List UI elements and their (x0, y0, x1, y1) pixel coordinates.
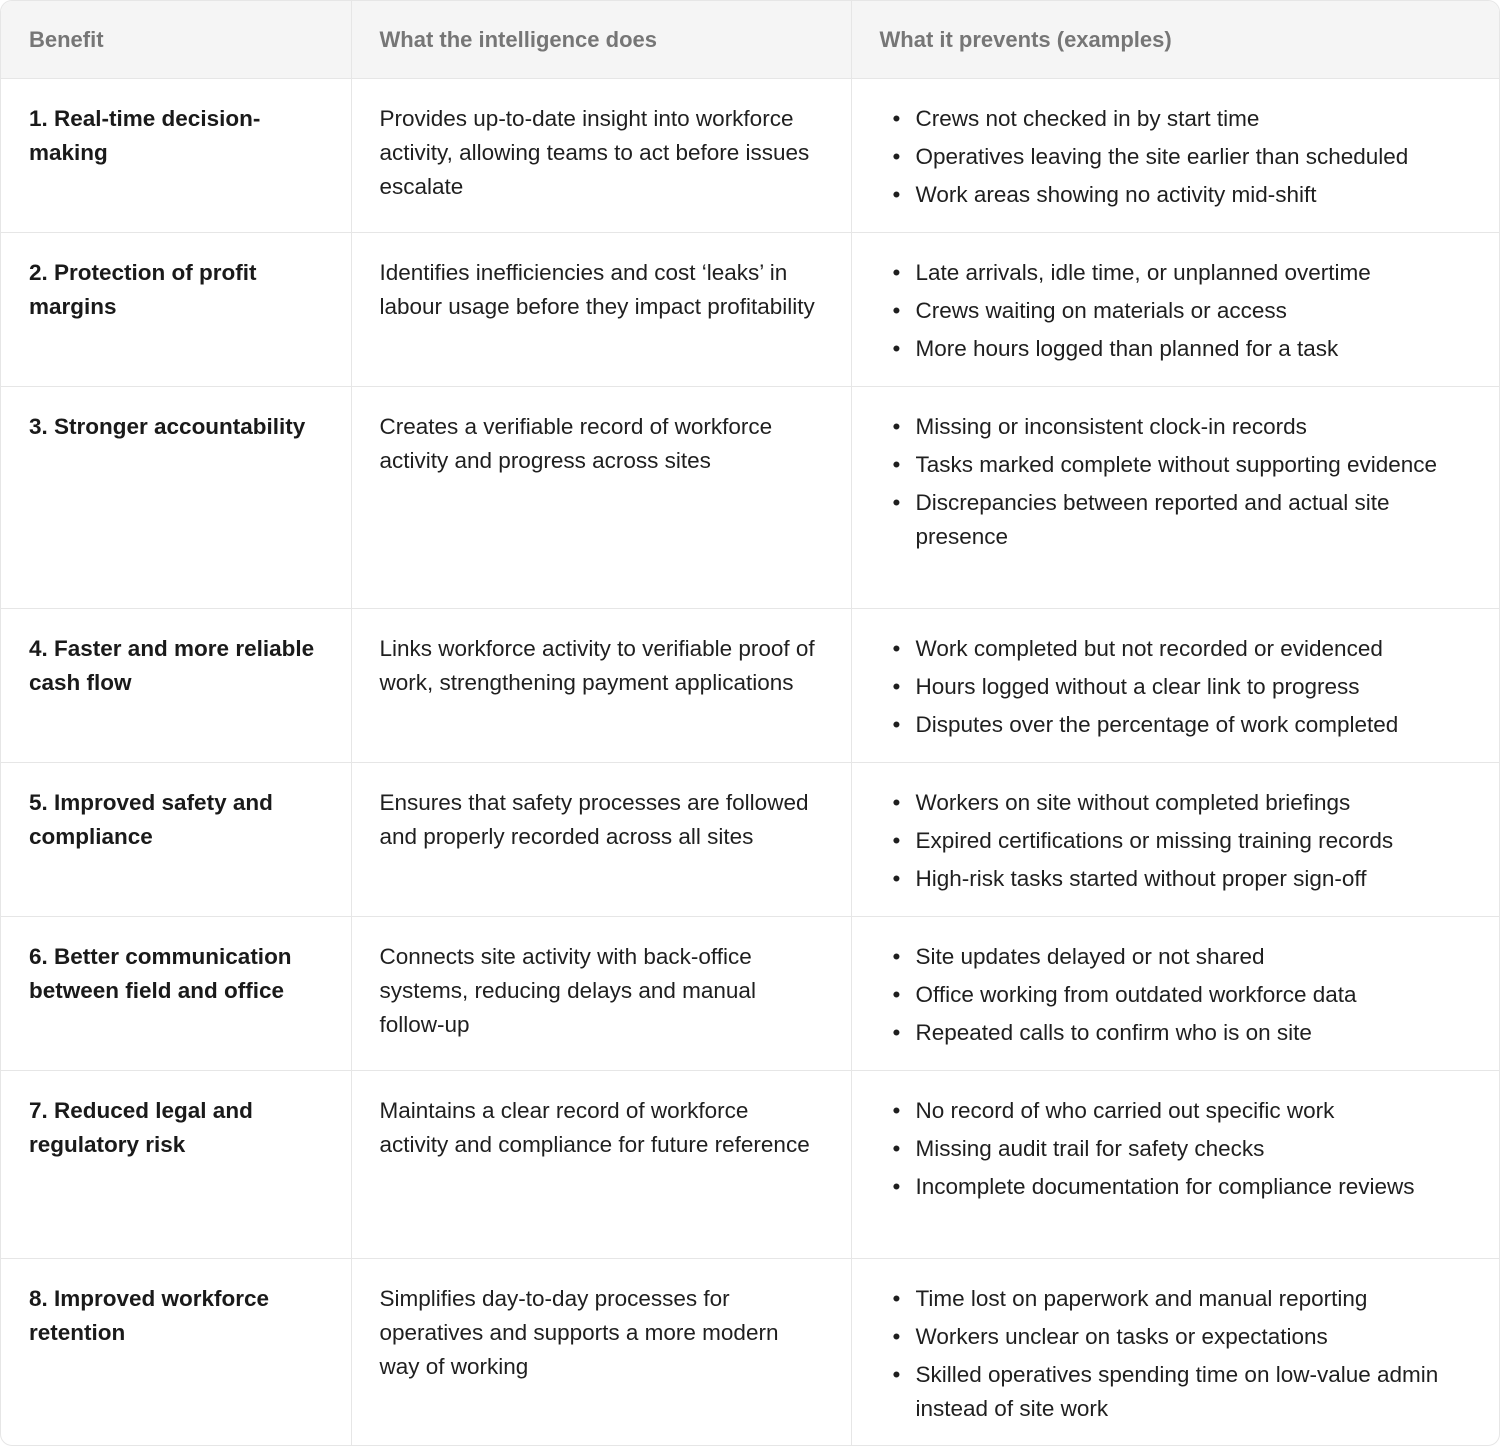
prevents-cell (851, 387, 1499, 609)
prevents-text: Expired certifications or missing training records (915, 828, 1394, 853)
prevents-text: Missing audit trail for safety checks (915, 1136, 1265, 1161)
benefit-cell: 4. Faster and more reliable cash flow (1, 609, 351, 763)
prevents-cell (851, 79, 1499, 233)
prevents-list-item (880, 708, 1472, 742)
bullet-icon: • (892, 1362, 901, 1387)
prevents-cell (851, 1071, 1499, 1259)
benefit-cell: 3. Stronger accountability (1, 387, 351, 609)
prevents-text: Site updates delayed or not shared (915, 944, 1265, 969)
prevents-list-item (880, 140, 1472, 174)
benefit-cell: 6. Better communication between field and office (1, 917, 351, 1071)
description-cell: Simplifies day-to-day processes for operatives and supports a more modern way of working (351, 1259, 851, 1446)
prevents-text: Time lost on paperwork and manual reporting (915, 1286, 1368, 1311)
prevents-text: Office working from outdated workforce data (915, 982, 1357, 1007)
description-cell: Connects site activity with back-office systems, reducing delays and manual follow-up (351, 917, 851, 1071)
prevents-text: Hours logged without a clear link to progress (915, 674, 1360, 699)
prevents-cell (851, 233, 1499, 387)
prevents-list (880, 940, 1472, 1050)
prevents-cell (851, 763, 1499, 917)
prevents-list (880, 256, 1472, 366)
bullet-icon: • (892, 982, 901, 1007)
prevents-text: No record of who carried out specific work (915, 1098, 1335, 1123)
prevents-cell (851, 609, 1499, 763)
prevents-list-item (880, 332, 1472, 366)
prevents-text: Work areas showing no activity mid-shift (915, 182, 1317, 207)
prevents-list-item (880, 1132, 1472, 1166)
prevents-text: Late arrivals, idle time, or unplanned overtime (915, 260, 1371, 285)
bullet-icon: • (892, 414, 901, 439)
bullet-icon: • (892, 712, 901, 737)
prevents-cell (851, 1259, 1499, 1446)
prevents-text: Tasks marked complete without supporting evidence (915, 452, 1438, 477)
prevents-text: Disputes over the percentage of work completed (915, 712, 1399, 737)
prevents-list (880, 410, 1472, 554)
prevents-list-item (880, 786, 1472, 820)
prevents-list-item (880, 294, 1472, 328)
prevents-list (880, 102, 1472, 212)
bullet-icon: • (892, 1136, 901, 1161)
prevents-list-item (880, 486, 1472, 554)
prevents-text: Skilled operatives spending time on low-value admin instead of site work (915, 1362, 1439, 1421)
table-row (1, 763, 1499, 917)
prevents-text: Workers unclear on tasks or expectations (915, 1324, 1328, 1349)
description-cell: Links workforce activity to verifiable proof of work, strengthening payment applications (351, 609, 851, 763)
table-row (1, 387, 1499, 609)
description-cell: Creates a verifiable record of workforce activity and progress across sites (351, 387, 851, 609)
prevents-list-item (880, 632, 1472, 666)
bullet-icon: • (892, 144, 901, 169)
table-body (1, 79, 1499, 1446)
benefit-cell: 5. Improved safety and compliance (1, 763, 351, 917)
table-row (1, 79, 1499, 233)
prevents-list-item (880, 1094, 1472, 1128)
table-row (1, 1071, 1499, 1259)
prevents-text: Repeated calls to confirm who is on site (915, 1020, 1312, 1045)
benefits-table (1, 1, 1499, 1446)
prevents-list-item (880, 940, 1472, 974)
prevents-text: Crews not checked in by start time (915, 106, 1260, 131)
prevents-text: Operatives leaving the site earlier than scheduled (915, 144, 1409, 169)
benefit-cell: 7. Reduced legal and regulatory risk (1, 1071, 351, 1259)
prevents-list (880, 632, 1472, 742)
bullet-icon: • (892, 1020, 901, 1045)
header-what-it-does: What the intelligence does (351, 1, 851, 79)
header-benefit: Benefit (1, 1, 351, 79)
prevents-list-item (880, 670, 1472, 704)
header-what-it-prevents: What it prevents (examples) (851, 1, 1499, 79)
table-row (1, 609, 1499, 763)
bullet-icon: • (892, 298, 901, 323)
prevents-text: Work completed but not recorded or evidenced (915, 636, 1383, 661)
prevents-list (880, 786, 1472, 896)
prevents-list (880, 1282, 1472, 1426)
benefit-cell: 8. Improved workforce retention (1, 1259, 351, 1446)
prevents-list-item (880, 1016, 1472, 1050)
bullet-icon: • (892, 636, 901, 661)
description-cell: Identifies inefficiencies and cost ‘leaks’ in labour usage before they impact profitability (351, 233, 851, 387)
table-row (1, 1259, 1499, 1446)
prevents-text: More hours logged than planned for a task (915, 336, 1339, 361)
prevents-list-item (880, 256, 1472, 290)
table-header (1, 1, 1499, 79)
bullet-icon: • (892, 336, 901, 361)
prevents-text: Discrepancies between reported and actual site presence (915, 490, 1390, 549)
description-cell: Provides up-to-date insight into workforce activity, allowing teams to act before issues escalate (351, 79, 851, 233)
description-cell: Maintains a clear record of workforce activity and compliance for future reference (351, 1071, 851, 1259)
prevents-list-item (880, 1170, 1472, 1204)
prevents-list-item (880, 1282, 1472, 1316)
benefit-cell: 1. Real-time decision-making (1, 79, 351, 233)
benefit-cell: 2. Protection of profit margins (1, 233, 351, 387)
prevents-list-item (880, 862, 1472, 896)
bullet-icon: • (892, 452, 901, 477)
prevents-list-item (880, 410, 1472, 444)
prevents-list-item (880, 178, 1472, 212)
bullet-icon: • (892, 260, 901, 285)
table-row (1, 233, 1499, 387)
prevents-list-item (880, 1358, 1472, 1426)
prevents-list-item (880, 448, 1472, 482)
prevents-list (880, 1094, 1472, 1204)
prevents-text: Incomplete documentation for compliance reviews (915, 1174, 1415, 1199)
prevents-text: High-risk tasks started without proper sign-off (915, 866, 1367, 891)
bullet-icon: • (892, 944, 901, 969)
bullet-icon: • (892, 182, 901, 207)
description-cell: Ensures that safety processes are followed and properly recorded across all sites (351, 763, 851, 917)
table-row (1, 917, 1499, 1071)
prevents-list-item (880, 1320, 1472, 1354)
bullet-icon: • (892, 1174, 901, 1199)
prevents-text: Crews waiting on materials or access (915, 298, 1287, 323)
prevents-text: Missing or inconsistent clock-in records (915, 414, 1307, 439)
bullet-icon: • (892, 866, 901, 891)
prevents-list-item (880, 978, 1472, 1012)
bullet-icon: • (892, 1098, 901, 1123)
bullet-icon: • (892, 790, 901, 815)
bullet-icon: • (892, 674, 901, 699)
bullet-icon: • (892, 490, 901, 515)
prevents-list-item (880, 824, 1472, 858)
prevents-list-item (880, 102, 1472, 136)
prevents-cell (851, 917, 1499, 1071)
prevents-text: Workers on site without completed briefings (915, 790, 1351, 815)
bullet-icon: • (892, 1324, 901, 1349)
bullet-icon: • (892, 106, 901, 131)
bullet-icon: • (892, 828, 901, 853)
bullet-icon: • (892, 1286, 901, 1311)
